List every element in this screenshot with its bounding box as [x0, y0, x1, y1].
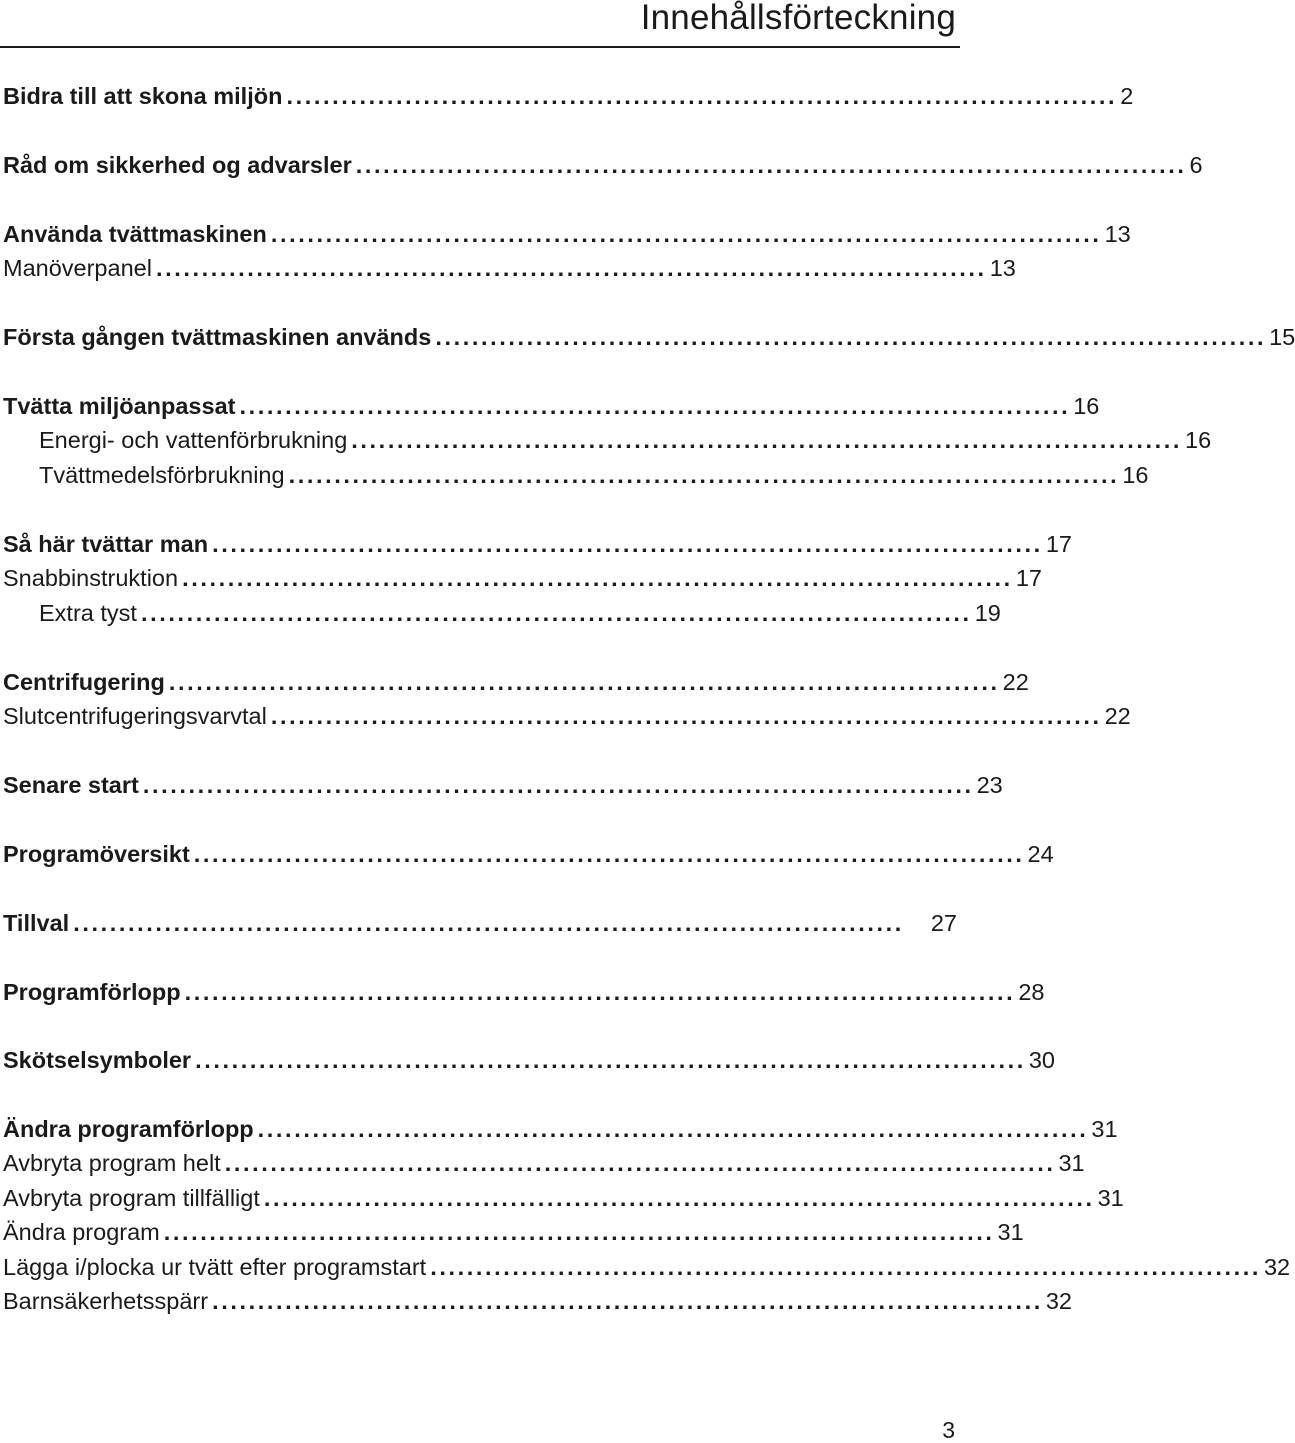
toc-entry[interactable] [3, 1284, 1072, 1318]
toc-entry-title: Skötselsymboler [3, 1047, 192, 1073]
toc-dot-leader: ........................................................................................... [168, 669, 1000, 695]
toc-entry-title: Senare start [3, 772, 139, 798]
toc-entry[interactable] [3, 389, 1100, 423]
toc-entry-page: 31 [1097, 1185, 1124, 1211]
toc-entry-page: 23 [976, 772, 1003, 798]
toc-entry-page: 27 [930, 910, 957, 936]
toc-entry-title: Manöverpanel [3, 255, 152, 281]
toc-entry-title: Ändra program [3, 1219, 160, 1245]
toc-entry[interactable] [3, 768, 1003, 802]
toc-dot-leader: ........................................................................................... [193, 841, 1025, 867]
toc-dot-leader: ........................................................................................... [435, 324, 1267, 350]
toc-entry[interactable] [3, 975, 1045, 1009]
toc-entry-title: Bidra till att skona miljön [3, 83, 283, 109]
toc-dot-leader: ........................................................................................... [224, 1150, 1056, 1176]
toc-dot-leader: ........................................................................................... [239, 393, 1071, 419]
toc-dot-leader: ........................................................................................... [212, 531, 1043, 557]
toc-dot-leader: ........................................................................................... [73, 910, 904, 936]
toc-dot-leader: ........................................................................................... [182, 565, 1013, 591]
toc-entry-title: Programförlopp [3, 979, 181, 1005]
toc-entry-page: 24 [1027, 841, 1054, 867]
toc-entry-title: Så här tvättar man [3, 531, 209, 557]
toc-entry-page: 13 [1104, 221, 1131, 247]
toc-entry-page: 32 [1045, 1288, 1072, 1314]
toc-entry-title: Programöversikt [3, 841, 190, 867]
toc-entry[interactable] [3, 837, 1054, 871]
toc-entry-page: 2 [1120, 83, 1134, 109]
toc-entry[interactable] [3, 906, 957, 940]
toc-entry-page: 22 [1002, 669, 1029, 695]
toc-entry-page: 32 [1263, 1254, 1291, 1280]
toc-entry[interactable] [3, 251, 1016, 285]
toc-entry-title: Slutcentrifugeringsvarvtal [3, 703, 267, 729]
toc-entry-title: Energi- och vattenförbrukning [39, 427, 348, 453]
toc-entry-title: Tvätta miljöanpassat [3, 393, 236, 419]
toc-dot-leader: ........................................................................................... [270, 703, 1102, 729]
toc-entry-title: Tvättmedelsförbrukning [39, 462, 285, 488]
page-number: 3 [942, 1417, 955, 1443]
toc-entry-title: Avbryta program helt [3, 1150, 221, 1176]
toc-entry-page: 30 [1028, 1047, 1055, 1073]
toc-entry-page: 16 [1073, 393, 1100, 419]
toc-entry-title: Lägga i/plocka ur tvätt efter programstart [3, 1254, 427, 1280]
toc-dot-leader: ........................................................................................... [155, 255, 987, 281]
toc-entry-page: 16 [1122, 462, 1149, 488]
toc-dot-leader: ........................................................................................... [351, 427, 1183, 453]
toc-entry[interactable] [3, 1215, 1024, 1249]
toc-entry[interactable] [3, 148, 1203, 182]
toc-dot-leader: ........................................................................................... [184, 979, 1016, 1005]
toc-entry[interactable] [39, 596, 1001, 630]
toc-entry-title: Tillval [3, 910, 70, 936]
toc-entry[interactable] [3, 699, 1131, 733]
page-title: Innehållsförteckning [640, 0, 956, 37]
toc-entry[interactable] [3, 561, 1042, 595]
toc-entry-title: Första gången tvättmaskinen används [3, 324, 432, 350]
toc-entry-title: Barnsäkerhetsspärr [3, 1288, 209, 1314]
toc-entry-page: 16 [1185, 427, 1212, 453]
toc-entry-page: 17 [1045, 531, 1072, 557]
toc-dot-leader: ........................................................................................... [288, 462, 1120, 488]
toc-entry-page: 13 [989, 255, 1016, 281]
toc-entry-title: Avbryta program tillfälligt [3, 1185, 260, 1211]
toc-entry[interactable] [3, 1181, 1124, 1215]
toc-entry[interactable] [3, 1250, 1291, 1284]
toc-entry-page: 31 [1058, 1150, 1085, 1176]
toc-entry-page: 15 [1269, 324, 1295, 350]
toc-entry-title: Råd om sikkerhed og advarsler [3, 152, 352, 178]
toc-dot-leader: ........................................................................................... [430, 1254, 1261, 1280]
toc-dot-leader: ........................................................................................... [142, 772, 974, 798]
toc-entry[interactable] [3, 217, 1131, 251]
toc-entry[interactable] [39, 458, 1149, 492]
toc-entry-title: Ändra programförlopp [3, 1116, 254, 1142]
toc-dot-leader: ........................................................................................... [140, 600, 972, 626]
toc-entry[interactable] [3, 79, 1134, 113]
toc-entry[interactable] [3, 665, 1029, 699]
toc-entry-page: 22 [1104, 703, 1131, 729]
toc-entry[interactable] [3, 527, 1072, 561]
toc-dot-leader: ........................................................................................... [195, 1047, 1026, 1073]
toc-dot-leader: ........................................................................................... [212, 1288, 1043, 1314]
toc-entry[interactable] [39, 423, 1212, 457]
toc-entry-page: 17 [1015, 565, 1042, 591]
toc-entry-title: Snabbinstruktion [3, 565, 179, 591]
toc-entry[interactable] [3, 1043, 1055, 1077]
toc-dot-leader: ........................................................................................... [270, 221, 1102, 247]
toc-entry-title: Extra tyst [39, 600, 137, 626]
toc-entry-page: 28 [1018, 979, 1045, 1005]
toc-dot-leader: ........................................................................................... [163, 1219, 995, 1245]
toc-dot-leader: ........................................................................................... [355, 152, 1187, 178]
toc-entry[interactable] [3, 320, 1295, 354]
toc-dot-leader: ........................................................................................... [263, 1185, 1095, 1211]
toc-entry-title: Centrifugering [3, 669, 165, 695]
toc-dot-leader: ........................................................................................... [286, 83, 1118, 109]
title-rule [0, 46, 960, 48]
toc-entry-title: Använda tvättmaskinen [3, 221, 267, 247]
toc-entry-page: 31 [1091, 1116, 1118, 1142]
toc-entry-page: 6 [1189, 152, 1203, 178]
toc-entry[interactable] [3, 1112, 1118, 1146]
toc-entry-page: 19 [974, 600, 1001, 626]
toc-entry-page: 31 [997, 1219, 1024, 1245]
toc-entry[interactable] [3, 1146, 1085, 1180]
toc-dot-leader: ........................................................................................... [257, 1116, 1089, 1142]
